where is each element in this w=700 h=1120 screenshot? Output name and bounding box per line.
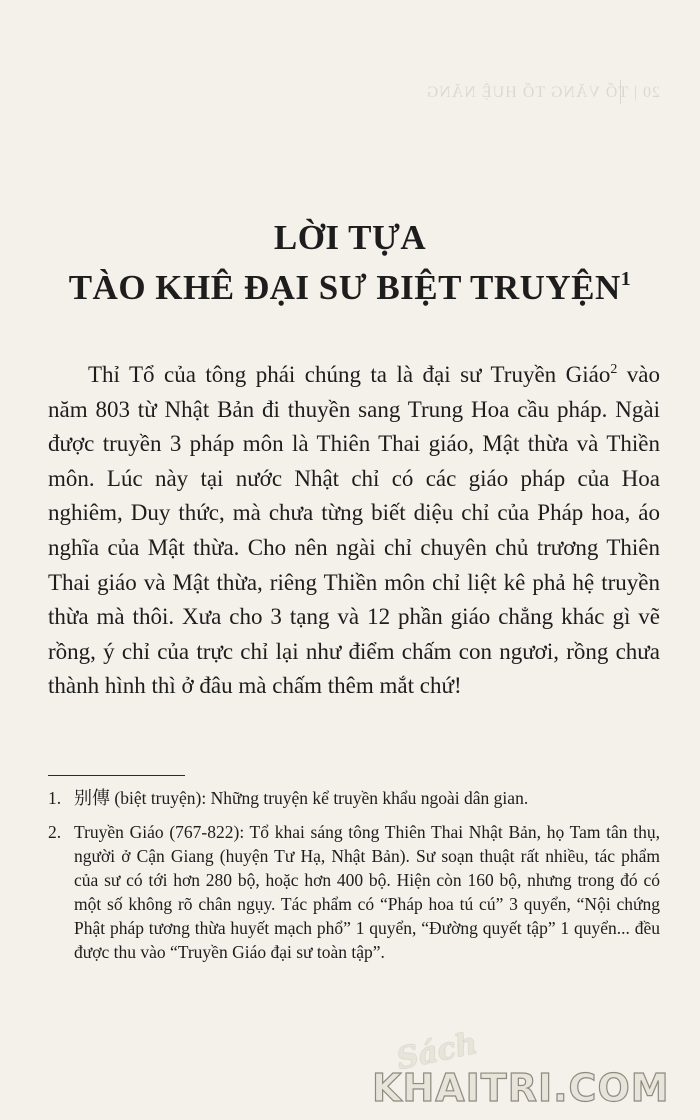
chapter-title: LỜI TỰA bbox=[273, 218, 427, 257]
body-text-part2: vào năm 803 từ Nhật Bản đi thuyền sang Trung Hoa cầu pháp. Ngài được truyền 3 pháp môn là Thiên Thai giáo, Mật thừa và Thiền môn. Lúc này tại nước Nhật chỉ có các giáo pháp của Hoa nghiêm, Duy thức, mà chưa từng biết diệu chỉ của Pháp hoa, áo nghĩa của Mật thừa. Cho nên ngài chỉ chuyên chủ trương Thiên Thai giáo và Mật thừa, riêng Thiền môn chỉ liệt kê phả hệ truyền thừa mà thôi. Xưa cho 3 tạng và 12 phần giáo chẳng khác gì vẽ rồng, ý chỉ của trực chỉ lại như điểm chấm con ngươi, rồng chưa thành hình thì ở đâu mà chấm thêm mắt chứ! bbox=[48, 362, 660, 699]
watermark-script: Sách bbox=[393, 1025, 481, 1078]
footnote-ref-1: 1 bbox=[620, 268, 632, 290]
footnote-number: 2. bbox=[48, 822, 62, 842]
chapter-subtitle-text: TÀO KHÊ ĐẠI SƯ BIỆT TRUYỆN bbox=[68, 268, 621, 307]
chapter-subtitle bbox=[0, 268, 700, 308]
footnote-text: Truyền Giáo (767-822): Tổ khai sáng tông Thiên Thai Nhật Bản, họ Tam tân thụ, người ở Cận Giang (huyện Tư Hạ, Nhật Bản). Sư soạn thuật rất nhiều, tác phẩm của sư có tới hơn 280 bộ, hoặc hơn 400 bộ. Hiện còn 160 bộ, nhưng trong đó có một số không rõ chân ngụy. Tác phẩm có “Pháp hoa tú cú” 3 quyển, “Nội chứng Phật pháp tương thừa huyết mạch phổ” 1 quyển, “Đường quyết tập” 1 quyển... đều được thu vào “Truyền Giáo đại sư toàn tập”. bbox=[74, 822, 660, 962]
footnote-han-characters: 别傳 bbox=[74, 788, 110, 808]
footnote-text: (biệt truyện): Những truyện kể truyền khẩu ngoài dân gian. bbox=[110, 788, 529, 808]
watermark bbox=[372, 1025, 672, 1110]
footnote-item bbox=[48, 786, 660, 810]
footnote-ref-2: 2 bbox=[610, 362, 618, 377]
watermark-brand: KHAITRI.COM bbox=[372, 1066, 670, 1110]
footnote-divider bbox=[48, 775, 185, 776]
footnote-number: 1. bbox=[48, 788, 62, 808]
footnote-item bbox=[48, 820, 660, 964]
bleed-through-header: 20 | TỔ VĂNG TỔ HUỆ NĂNG bbox=[425, 84, 660, 101]
body-paragraph bbox=[48, 358, 660, 704]
footnotes-list bbox=[48, 786, 660, 974]
body-text-part1: Thỉ Tổ của tông phái chúng ta là đại sư Truyền Giáo bbox=[88, 362, 611, 387]
